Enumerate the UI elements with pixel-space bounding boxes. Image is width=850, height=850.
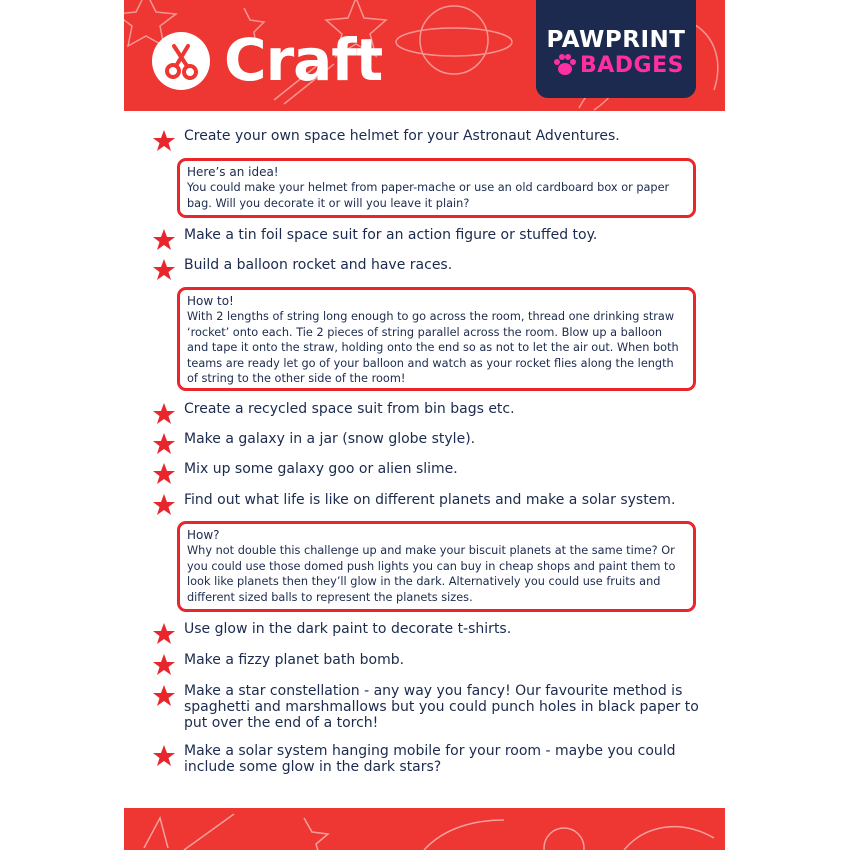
star-bullet-icon — [152, 684, 176, 708]
list-item — [152, 128, 712, 148]
footer-banner — [124, 808, 725, 850]
how-box — [177, 521, 696, 612]
list-item-text: Make a solar system hanging mobile for your room - maybe you could include some glow in the dark stars? — [184, 743, 676, 775]
space-doodles-footer — [124, 808, 725, 850]
list-item-text: Create a recycled space suit from bin bags etc. — [184, 401, 515, 417]
list-item-text: Build a balloon rocket and have races. — [184, 257, 453, 273]
idea-box — [177, 158, 696, 218]
list-item — [152, 652, 712, 672]
list-item — [152, 621, 712, 641]
how-box-body: Why not double this challenge up and make your biscuit planets at the same time? Or you could use those domed push lights you can buy in cheap shops and paint them to look like planets then they’ll glow in the dark. Alternatively you could use fruits and different sized balls to represent the planets sizes. — [187, 544, 676, 604]
how-to-box-heading: How to! — [187, 294, 234, 308]
header-banner — [124, 0, 725, 111]
star-bullet-icon — [152, 622, 176, 646]
star-bullet-icon — [152, 258, 176, 282]
list-item-text: Make a tin foil space suit for an action figure or stuffed toy. — [184, 227, 598, 243]
how-box-heading: How? — [187, 528, 220, 542]
page-title: Craft — [224, 26, 383, 94]
how-to-box — [177, 287, 696, 391]
list-item-text: Mix up some galaxy goo or alien slime. — [184, 461, 458, 477]
list-item — [152, 743, 712, 777]
star-bullet-icon — [152, 653, 176, 677]
star-bullet-icon — [152, 432, 176, 456]
idea-box-body: You could make your helmet from paper-mache or use an old cardboard box or paper bag. Will you decorate it or will you leave it plain? — [187, 181, 670, 210]
list-item — [152, 257, 712, 277]
star-bullet-icon — [152, 129, 176, 153]
star-bullet-icon — [152, 228, 176, 252]
list-item — [152, 401, 712, 421]
craft-page — [124, 0, 725, 850]
list-item-text: Find out what life is like on different planets and make a solar system. — [184, 492, 676, 508]
list-item — [152, 431, 712, 451]
brand-subtitle: BADGES — [580, 53, 684, 78]
list-item-text: Make a star constellation - any way you fancy! Our favourite method is spaghetti and marshmallows but you could punch holes in black paper to put over the end of a torch! — [184, 683, 699, 731]
list-item-text: Create your own space helmet for your Astronaut Adventures. — [184, 128, 620, 144]
paw-icon — [553, 53, 577, 77]
list-item — [152, 683, 712, 733]
scissors-icon — [152, 32, 210, 90]
list-item-text: Make a galaxy in a jar (snow globe style). — [184, 431, 476, 447]
scissors-badge — [152, 32, 210, 90]
star-bullet-icon — [152, 744, 176, 768]
pawprint-badges-logo — [536, 0, 696, 98]
brand-name: PAWPRINT — [546, 27, 686, 53]
how-to-box-body: With 2 lengths of string long enough to go across the room, thread one drinking straw ‘rocket’ onto each. Tie 2 pieces of string parallel across the room. Blow up a balloon and tape it onto the straw, holding onto the end so as not to let the air out. When both teams are ready let go of your balloon and watch as your rocket flies along the length of string to the other side of the room! — [187, 310, 679, 386]
star-bullet-icon — [152, 402, 176, 426]
idea-box-heading: Here’s an idea! — [187, 165, 279, 179]
list-item — [152, 461, 712, 481]
list-item — [152, 492, 712, 512]
list-item — [152, 227, 712, 247]
list-item-text: Make a fizzy planet bath bomb. — [184, 652, 405, 668]
list-item-text: Use glow in the dark paint to decorate t-shirts. — [184, 621, 512, 637]
star-bullet-icon — [152, 493, 176, 517]
star-bullet-icon — [152, 462, 176, 486]
